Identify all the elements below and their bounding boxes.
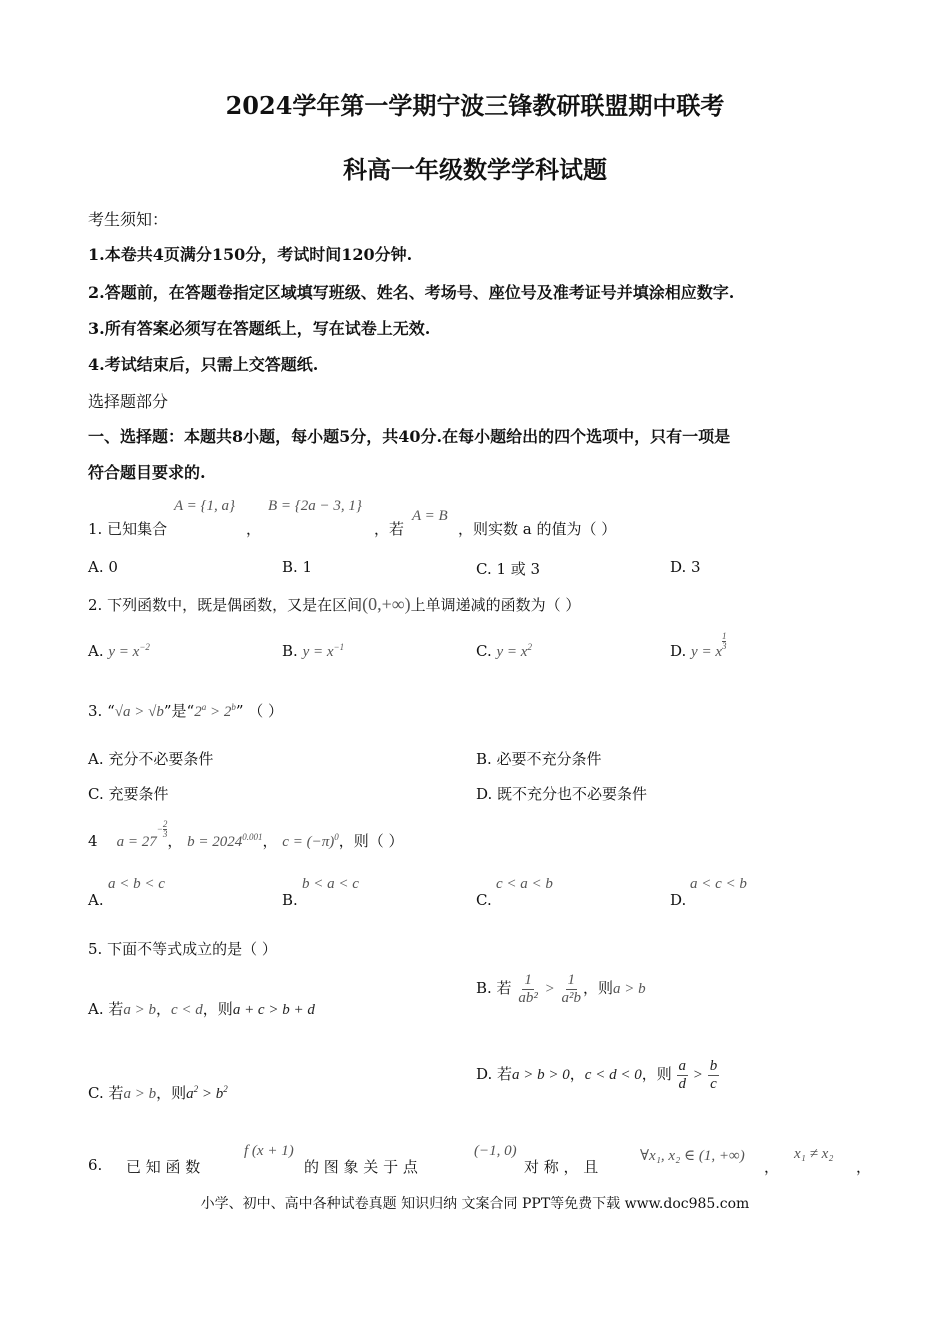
q2-option-d-expr: y = x $\frac{1}{3}$ bbox=[691, 631, 727, 660]
q6-sep: ， bbox=[764, 1158, 780, 1176]
q1-option-d: D. 3 bbox=[670, 558, 701, 576]
q2-option-b-expr: $y = x^{-1}$ bbox=[302, 642, 345, 660]
q1-sep1: ， bbox=[246, 520, 262, 538]
q5-option-c: C. 若a > b，则$a^2 > b^2$ bbox=[88, 1084, 228, 1102]
q4-expr-c: $c = (-\pi)^0$ bbox=[282, 832, 339, 850]
q1-sep2: ，若 bbox=[374, 520, 405, 538]
q5-option-d: D. 若a > b > 0，c < d < 0，则 $\frac{a}{d}$ > $\frac{b}{c}$ bbox=[476, 1058, 718, 1092]
q6-point: (−1, 0) bbox=[474, 1143, 517, 1159]
q1-prefix: 1. 已知集合 bbox=[88, 520, 168, 538]
q1-option-a: A. 0 bbox=[88, 558, 118, 576]
q2-option-d bbox=[670, 631, 727, 661]
q4-option-c-expr: c < a < b bbox=[496, 876, 553, 892]
q2-stem-post: 上单调递减的函数为（ ） bbox=[410, 596, 581, 614]
q4-option-c-label: C. bbox=[476, 891, 492, 909]
q3-option-b: B. 必要不充分条件 bbox=[476, 750, 602, 768]
q4-option-b-expr: b < a < c bbox=[302, 876, 359, 892]
q5-option-a: A. 若a > b，c < d，则a + c > b + d bbox=[88, 1000, 315, 1018]
q4-option-d-expr: a < c < b bbox=[690, 876, 747, 892]
notice-heading: 考生须知： bbox=[88, 210, 169, 229]
q6-condition-1: ∀x₁, x₂ ∈ (1, +∞) bbox=[640, 1148, 745, 1164]
q2-interval: (0,+∞) bbox=[362, 594, 411, 614]
q2-option-c bbox=[476, 642, 532, 661]
q4-stem: 4 a = 27 − $\frac{2}{3}$ ， $b = 2024^{0.001}$， $c = (-\pi)^0$，则（ ） bbox=[88, 818, 404, 850]
q1-option-c: C. 1 或 3 bbox=[476, 560, 541, 578]
exam-title-line2: 科高一年级数学学科试题 bbox=[343, 155, 607, 184]
q3-option-d: D. 既不充分也不必要条件 bbox=[476, 785, 648, 803]
q6-text-1: 已 知 函 数 bbox=[126, 1158, 201, 1176]
q1-set-a: A = {1, a} bbox=[174, 498, 236, 514]
q2-stem bbox=[88, 594, 580, 615]
q3-option-a: A. 充分不必要条件 bbox=[88, 750, 214, 768]
q2-option-c-label: C. bbox=[476, 642, 492, 660]
q6-end: ， bbox=[856, 1158, 872, 1176]
q2-option-a-label: A. bbox=[88, 642, 104, 660]
q4-option-a-label: A. bbox=[88, 891, 104, 909]
q6-text-3: 对 称 ， 且 bbox=[524, 1158, 599, 1176]
q4-option-d-label: D. bbox=[670, 891, 687, 909]
q5-option-b: B. 若 $\frac{1}{\text{ab²}}$ > $\frac{1}{\text{a²b}}$ ，则a > b bbox=[476, 972, 646, 1006]
q3-option-c: C. 充要条件 bbox=[88, 785, 169, 803]
section-part-label: 选择题部分 bbox=[88, 392, 169, 411]
exam-title-line1: 2024学年第一学期宁波三锋教研联盟期中联考 bbox=[225, 91, 725, 120]
q2-option-c-expr: $y = x^2$ bbox=[496, 642, 532, 660]
page-footer: 小学、初中、高中各种试卷真题 知识归纳 文案合同 PPT等免费下载 www.doc985.com bbox=[200, 1196, 750, 1212]
q6-function: f (x + 1) bbox=[244, 1143, 294, 1159]
q4-expr-b: $b = 2024^{0.001}$ bbox=[187, 832, 263, 850]
notice-item-1: 1.本卷共4页满分150分，考试时间120分钟. bbox=[88, 245, 413, 264]
q4-option-b-label: B. bbox=[282, 891, 298, 909]
q6-text-2: 的 图 象 关 于 点 bbox=[304, 1158, 418, 1176]
q2-option-b bbox=[282, 642, 344, 661]
q6-condition-2: x₁ ≠ x₂ bbox=[794, 1146, 834, 1162]
q6-num: 6. bbox=[88, 1156, 103, 1174]
section-intro-line2: 符合题目要求的. bbox=[88, 463, 206, 482]
q1-condition: A = B bbox=[412, 508, 448, 524]
q2-option-d-label: D. bbox=[670, 642, 687, 660]
notice-item-4: 4.考试结束后，只需上交答题纸. bbox=[88, 355, 319, 374]
q5-stem: 5. 下面不等式成立的是（ ） bbox=[88, 940, 277, 958]
q2-option-a bbox=[88, 642, 150, 661]
q1-suffix: ，则实数 a 的值为（ ） bbox=[458, 520, 617, 538]
q2-option-a-expr: $y = x^{-2}$ bbox=[108, 642, 150, 660]
section-intro-line1: 一、选择题：本题共8小题，每小题5分，共40分.在每小题给出的四个选项中，只有一项是 bbox=[88, 427, 731, 446]
q4-option-a-expr: a < b < c bbox=[108, 876, 165, 892]
q3-stem: 3. “√a > √b”是“$2^a > 2^b$” （ ） bbox=[88, 702, 284, 720]
q3-left-expr: √a > √b bbox=[114, 704, 164, 720]
q3-right-expr: $2^a > 2^b$ bbox=[194, 702, 236, 720]
q1-set-b: B = {2a − 3, 1} bbox=[268, 498, 362, 514]
notice-item-3: 3.所有答案必须写在答题纸上，写在试卷上无效. bbox=[88, 319, 431, 338]
q2-stem-pre: 2. 下列函数中，既是偶函数，又是在区间 bbox=[88, 596, 363, 614]
notice-item-2: 2.答题前，在答题卷指定区域填写班级、姓名、考场号、座位号及准考证号并填涂相应数字. bbox=[88, 283, 735, 302]
q2-option-b-label: B. bbox=[282, 642, 298, 660]
q4-expr-a: a = 27 − $\frac{2}{3}$ bbox=[116, 818, 168, 850]
q1-option-b: B. 1 bbox=[282, 558, 313, 576]
